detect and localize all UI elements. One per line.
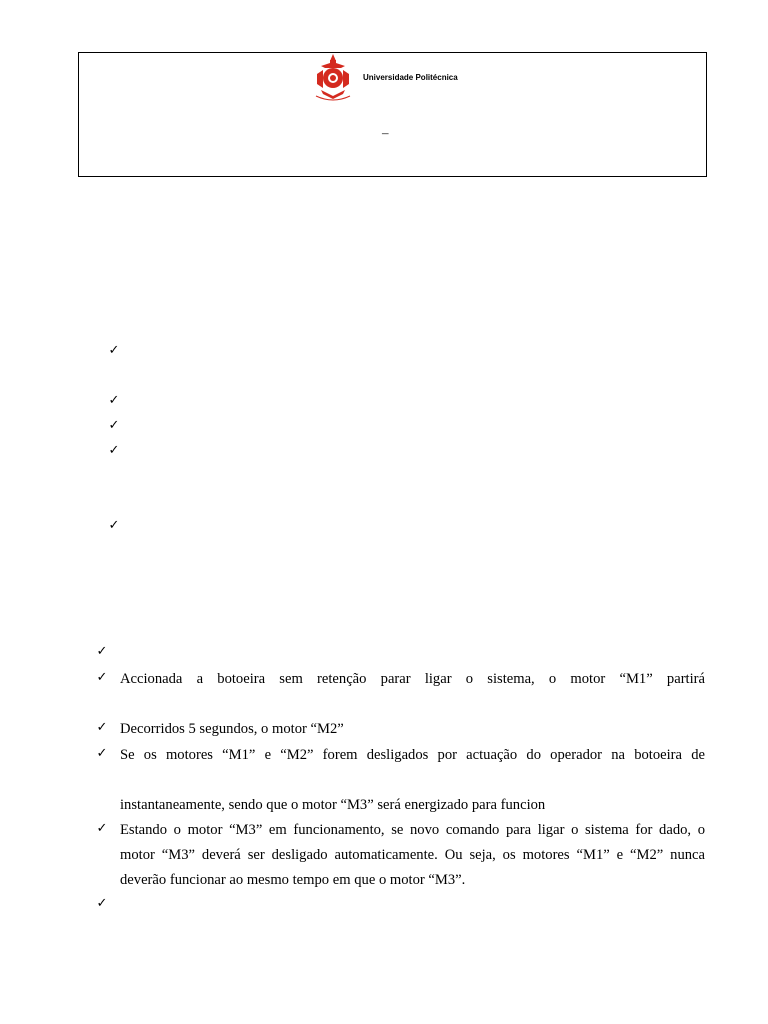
check-icon: ✓: [96, 896, 108, 911]
check-icon: ✓: [96, 644, 108, 659]
paragraph-m1-start: Accionada a botoeira sem retenção parar ligar o sistema, o motor “M1” partirá: [120, 671, 705, 687]
header-dash: –: [382, 125, 389, 140]
check-icon: ✓: [96, 670, 108, 685]
check-icon: ✓: [108, 393, 120, 408]
paragraph-m3-line2: instantaneamente, sendo que o motor “M3” será energizado para funcion: [120, 797, 546, 813]
university-name: Universidade Politécnica: [363, 73, 458, 82]
paragraph-m3-running-line3: deverão funcionar ao mesmo tempo em que o motor “M3”.: [120, 872, 466, 888]
check-icon: ✓: [108, 418, 120, 433]
university-crest-icon: [313, 52, 353, 104]
check-icon: ✓: [96, 821, 108, 836]
document-header-box: [78, 52, 707, 177]
check-icon: ✓: [108, 518, 120, 533]
check-icon: ✓: [96, 746, 108, 761]
paragraph-m3-running-line1: Estando o motor “M3” em funcionamento, se novo comando para ligar o sistema for dado, o: [120, 822, 705, 838]
paragraph-m3-line1: Se os motores “M1” e “M2” forem desligados por actuação do operador na botoeira de: [120, 747, 705, 763]
check-icon: ✓: [108, 343, 120, 358]
check-icon: ✓: [108, 443, 120, 458]
paragraph-m3-running-line2: motor “M3” deverá ser desligado automaticamente. Ou seja, os motores “M1” e “M2” nunca: [120, 847, 705, 863]
check-icon: ✓: [96, 720, 108, 735]
paragraph-m2-delay: Decorridos 5 segundos, o motor “M2”: [120, 721, 344, 737]
